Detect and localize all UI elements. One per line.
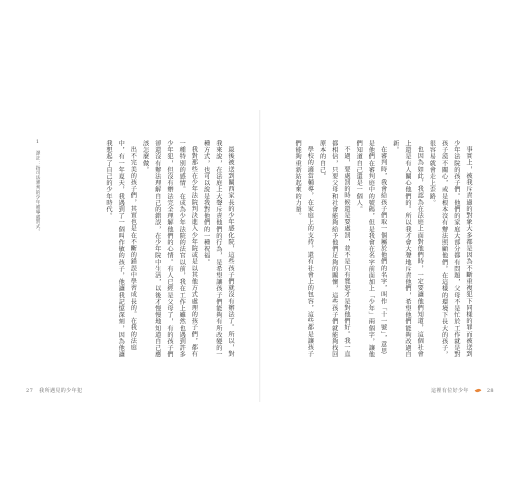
left-page-footer [26,387,82,394]
right-page-footer [431,387,494,394]
right-page-body [274,140,474,360]
left-page [18,110,258,402]
page-gutter [259,110,261,402]
footnote: 1 譯註：指司法審判的少年補導處罰式。 [35,140,40,234]
paragraph: 學校的適當輔導，在家庭上的支持，還有社會上的包容，這些都是讓孩子們能夠重新站起來的力量。 [294,140,314,358]
left-page-body [76,140,236,360]
running-title: 我所遇見的少年犯 [39,388,83,394]
book-spread [18,110,502,402]
paragraph: 不過，要處罰的時候還是要處罰，並不是只有寬恕才是對他們好。我一直都相信，只要父母和社會能夠給予他們足夠的關懷，這些孩子們就能夠找回原本的自己。 [318,140,350,358]
page-number: 28 [486,387,494,394]
paragraph: 我對那些在少年法院判決進入少年院或是以其他方式處理的孩子們，都有一種特別的感情。在成為少年法院的法官以前，我在工作上雖然也遇到許多少年犯，但沒有辦法完全理解他們的心情。有人已經是父母了，有的孩子們卻還沒有辦法理解自己的錯誤，在少年院中生活，以後才慢慢地知道自己應該怎麼做。 [141,140,198,358]
paragraph: 事實上，被我斥責過的對象大多都是因為不斷重複犯下同樣的罪而被送到少年法院的孩子們。他們的家庭大部分都有問題，父母不是忙於工作就是對孩子漠不關心，或是根本沒有辦法照顧他們。在這樣的環境下長大的孩子，很容易就會走上歪路。 [428,140,472,358]
right-page [262,110,502,402]
running-title: 這裡有位好少年 [431,388,469,394]
paragraph: 也因為如此，我認為在法庭上面對他們時，一定要讓他們知道，這個社會上還是有人關心他們的。所以我才會大聲地斥責他們，希望他們能夠改過自新。 [391,140,424,358]
page-number: 27 [26,387,34,394]
paragraph: 最後被送到關西家長的少年感化院，這些孩子們就沒有辦法了。所以，對我來說，在法庭上大聲斥責他們的行為，是希望讓孩子們能夠有所改變的一種方式，也可以說是我對他們的一種祝福。 [202,140,234,358]
leaf-icon [474,388,481,393]
paragraph: 出不完美的孩子們，其實也是在不斷的錯誤中學習成長的。在我的法庭中，有一年夏天，我遇到了一個叫作敏的孩子，他讓我記憶深刻，因為他讓我想起了自己的少年時代。 [104,140,137,358]
paragraph: 在審判時，我會給孩子們取一個屬於他們的名字，叫作「十一號」，意思是他們在審判庭中的號碼，但是我會在名字前面加上「少年」兩個字，讓他們知道自己還是一個人。 [355,140,387,358]
